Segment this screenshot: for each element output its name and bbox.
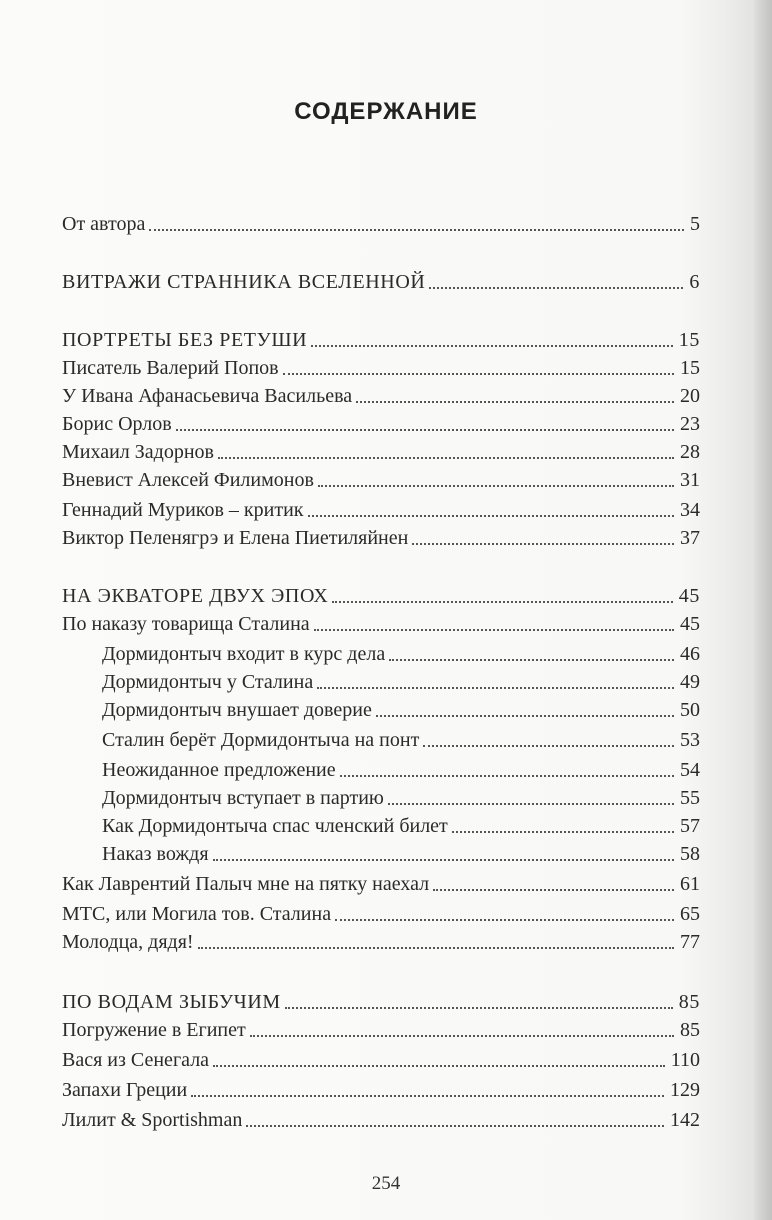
toc-entry (62, 404, 700, 434)
toc-entry-page: 37 (680, 527, 700, 549)
toc-entry-label: Как Дормидонтыча спас членский билет (102, 815, 448, 837)
dot-leader (332, 600, 672, 603)
toc-entry-label: Виктор Пеленягрэ и Елена Пиетиляйнен (62, 527, 409, 549)
toc-part-label: ПОРТРЕТЫ БЕЗ РЕТУШИ (62, 329, 308, 351)
toc-entry-label: Дормидонтыч вступает в партию (102, 787, 384, 809)
toc-entry-page: 85 (680, 1019, 700, 1041)
dot-leader (340, 774, 674, 777)
dot-leader (388, 802, 674, 805)
toc-entry-label: Как Лаврентий Палыч мне на пятку наехал (62, 873, 430, 895)
dot-leader (314, 628, 674, 631)
toc-entry-label: Дормидонтыч внушает доверие (102, 699, 372, 721)
toc-part-portraits (62, 320, 700, 350)
toc-entry-from-author (62, 204, 700, 234)
dot-leader (412, 542, 674, 545)
dot-leader (423, 744, 674, 747)
toc-entry-label: У Ивана Афанасьевича Васильева (62, 385, 353, 407)
toc-entry-page: 34 (680, 499, 700, 521)
toc-entry (62, 894, 700, 924)
toc-entry-page: 61 (680, 873, 700, 895)
toc-entry-label: Погружение в Египет (62, 1019, 246, 1041)
toc-part-waters (62, 982, 700, 1012)
toc-part-equator (62, 576, 700, 606)
toc-entry-page: 142 (670, 1109, 700, 1131)
toc-entry (62, 460, 700, 490)
dot-leader (433, 888, 674, 891)
toc-entry (62, 376, 700, 406)
toc-entry (62, 1070, 700, 1100)
toc-entry (62, 518, 700, 548)
dot-leader (198, 946, 674, 949)
toc-entry-label: Михаил Задорнов (62, 441, 215, 463)
toc-entry-page: 77 (680, 931, 700, 953)
toc-entry-page: 15 (678, 329, 700, 351)
toc-entry-label: Вася из Сенегала (62, 1049, 210, 1071)
toc-subentry (102, 778, 700, 808)
toc-entry-page: 20 (680, 385, 700, 407)
toc-entry (62, 432, 700, 462)
toc-entry-page: 50 (680, 699, 700, 721)
toc-entry-page: 49 (680, 671, 700, 693)
dot-leader (149, 228, 684, 231)
toc-entry-page: 53 (680, 729, 700, 751)
toc-entry-page: 28 (680, 441, 700, 463)
dot-leader (318, 484, 674, 487)
toc-entry-label: Неожиданное предложение (102, 759, 336, 781)
toc-entry-label: Наказ вождя (102, 843, 209, 865)
toc-subentry (102, 834, 700, 864)
toc-entry-page: 23 (680, 413, 700, 435)
toc-subentry (102, 662, 700, 692)
toc-entry-label: Писатель Валерий Попов (62, 357, 279, 379)
toc-entry (62, 348, 700, 378)
toc-subentry (102, 690, 700, 720)
dot-leader (250, 1034, 674, 1037)
dot-leader (176, 428, 674, 431)
dot-leader (285, 1006, 673, 1009)
toc-entry-page: 129 (670, 1079, 700, 1101)
toc-entry-page: 57 (680, 815, 700, 837)
dot-leader (452, 830, 674, 833)
toc-entry (62, 1040, 700, 1070)
dot-leader (356, 400, 674, 403)
contents-title: СОДЕРЖАНИЕ (294, 98, 478, 125)
dot-leader (213, 858, 674, 861)
toc-entry-page: 15 (680, 357, 700, 379)
page-edge-shadow (754, 0, 772, 1220)
dot-leader (311, 344, 673, 347)
toc-entry (62, 1100, 700, 1130)
toc-entry-label: Дормидонтыч у Сталина (102, 671, 314, 693)
dot-leader (376, 714, 674, 717)
toc-subentry (102, 750, 700, 780)
toc-entry (62, 1010, 700, 1040)
toc-entry-page: 58 (680, 843, 700, 865)
toc-subentry (102, 634, 700, 664)
dot-leader (317, 686, 674, 689)
toc-subentry (102, 720, 700, 750)
dot-leader (213, 1064, 665, 1067)
toc-entry-page: 45 (680, 613, 700, 635)
toc-entry-page: 5 (690, 213, 700, 235)
toc-entry-label: Дормидонтыч входит в курс дела (102, 643, 386, 665)
toc-entry-label: Запахи Греции (62, 1079, 188, 1101)
dot-leader (191, 1094, 664, 1097)
toc-entry-page: 54 (680, 759, 700, 781)
toc-entry-label: Молодца, дядя! (62, 931, 194, 953)
toc-entry-page: 31 (680, 469, 700, 491)
toc-entry-page: 45 (678, 585, 700, 607)
toc-entry-label: МТС, или Могила тов. Сталина (62, 903, 332, 925)
toc-entry-page: 65 (680, 903, 700, 925)
dot-leader (283, 372, 674, 375)
toc-part-label: НА ЭКВАТОРЕ ДВУХ ЭПОХ (62, 585, 329, 607)
toc-entry (62, 922, 700, 952)
toc-entry-label: Сталин берёт Дормидонтыча на понт (102, 729, 420, 751)
toc-entry-page: 85 (678, 991, 700, 1013)
toc-entry (62, 864, 700, 894)
dot-leader (308, 514, 675, 517)
toc-part-label: ВИТРАЖИ СТРАННИКА ВСЕЛЕННОЙ (62, 271, 426, 293)
dot-leader (429, 286, 683, 289)
toc-subentry (102, 806, 700, 836)
toc-part-stained-glass (62, 262, 700, 292)
dot-leader (246, 1124, 664, 1127)
toc-entry-label: Геннадий Муриков – критик (62, 499, 304, 521)
dot-leader (218, 456, 674, 459)
toc-entry-page: 110 (670, 1049, 700, 1071)
dot-leader (389, 658, 674, 661)
toc-entry-label: По наказу товарища Сталина (62, 613, 310, 635)
toc-entry (62, 490, 700, 520)
toc-entry-label: Борис Орлов (62, 413, 172, 435)
toc-entry-label: Лилит & Sportishman (62, 1109, 243, 1131)
dot-leader (335, 918, 674, 921)
toc-entry-page: 6 (689, 271, 700, 293)
toc-part-label: ПО ВОДАМ ЗЫБУЧИМ (62, 991, 281, 1013)
toc-entry (62, 604, 700, 634)
toc-entry-label: От автора (62, 213, 146, 235)
page-number: 254 (371, 1173, 401, 1194)
toc-entry-page: 46 (680, 643, 700, 665)
toc-entry-label: Вневист Алексей Филимонов (62, 469, 314, 491)
toc-entry-page: 55 (680, 787, 700, 809)
